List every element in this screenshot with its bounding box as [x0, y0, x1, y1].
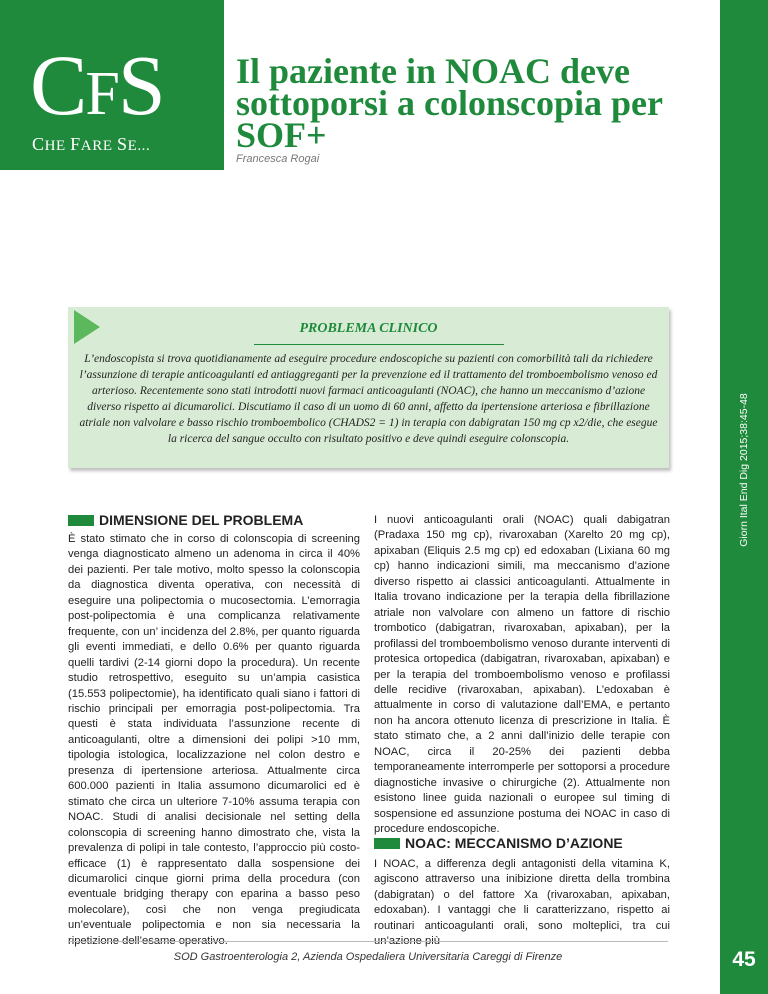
author-name: Francesca Rogai [236, 153, 320, 165]
clinical-problem-box [68, 307, 669, 468]
article-title: Il paziente in NOAC deve sottoporsi a colonscopia per SOF+ [236, 51, 663, 155]
problem-title-rule [254, 344, 504, 345]
section-marker-icon [374, 838, 400, 849]
dimensione-paragraph: È stato stimato che in corso di colonscopia di screening venga diagnosticato almeno un adenoma in circa il 40% dei pazienti. Per tale motivo, molto spesso la colonscopia da diagnostica diventa operativa, con necessità di eseguire una polipectomia o mucosectomia. L’emorragia post-polipectomia è una complicanza relativamente frequente, con un’ incidenza del 2.8%, per quanto riguarda gli eventi immediati, e dello 0.6% per quanto riguarda quelli tardivi (2-14 giorni dopo la procedura). Un recente studio retrospettivo, eseguito su un’ampia casistica (15.553 polipectomie), ha identificato quali siano i fattori di rischio principali per emorragia post-polipectomia. Tra questi è stata individuata l’assunzione recente di anticoagulanti, oltre a dimensioni dei polipi >10 mm, tipologia istologica, localizzazione nel colon destro e presenza di ipertensione arteriosa. Attualmente circa 600.000 pazienti in Italia assumono dicumarolici ed è stimato che circa un ulteriore 7-10% assuma terapia con NOAC. Studi di analisi decisionale nel setting della colonscopia di screening hanno dimostrato che, vista la prevalenza di polipi in tale contesto, l’approccio più costo-efficace (1) è rappresentato dalla sospensione dei dicumarolici cinque giorni prima della procedura (con eventuale bridging therapy con eparina a basso peso molecolare), così che non venga pregiudicata un’eventuale polipectomia e non sia necessaria la ripetizione dell’esame operativo. [68, 533, 360, 947]
section-heading-meccanismo [374, 835, 623, 851]
cfs-subtitle: CHE FARE SE... [32, 134, 151, 154]
problem-title: PROBLEMA CLINICO [299, 321, 438, 336]
noac-intro-paragraph: I nuovi anticoagulanti orali (NOAC) quali dabigatran (Pradaxa 150 mg cp), rivaroxaban (Xarelto 20 mg cp), apixaban (Eliquis 2.5 mg cp) ed edoxaban (Lixiana 60 mg cp) hanno indicazioni simili, ma meccanismo d’azione diverso rispetto ai classici anticoagulanti. Attualmente in Italia trovano indicazione per la terapia della fibrillazione atriale non valvolare con almeno un fattore di rischio trombotico (dabigatran, rivaroxaban, apixaban), per la profilassi del tromboembolismo venoso durante interventi di protesica ortopedica (dabigatran, rivaroxaban, apixaban) e per la terapia del tromboembolismo venoso e profilassi delle recidive (rivaroxaban, apixaban). L’edoxaban è attualmente in corso di valutazione dall’EMA, e pertanto non ha ancora ottenuto licenza di prescrizione in Italia. È stato stimato che, a 2 anni dall’inizio delle terapie con NOAC, circa il 20-25% dei pazienti debba temporaneamente interromperle per sottoporsi a procedure diagnostiche invasive o chirurgiche (2). Attualmente non esistono linee guida nazionali o europee sul timing di sospensione ed assunzione postuma dei NOAC in caso di procedure endoscopiche. [374, 514, 670, 836]
footer-affiliation: SOD Gastroenterologia 2, Azienda Ospedaliera Universitaria Careggi di Firenze [173, 951, 563, 963]
footer-divider [68, 941, 668, 942]
page-number: 45 [732, 948, 756, 971]
meccanismo-paragraph: I NOAC, a differenza degli antagonisti della vitamina K, agiscono attraverso una inibizione diretta della trombina (dabigratan) o del fattore Xa (rivaroxaban, apixaban, edoxaban). I vantaggi che li caratterizzano, rispetto ai routinari anticoagulanti orali, sono molteplici, tra cui un’azione più [374, 858, 670, 948]
side-bar [720, 0, 768, 994]
section-heading-dimensione [68, 512, 303, 528]
cfs-logo: CFS [30, 37, 164, 133]
section-heading-text: DIMENSIONE DEL PROBLEMA [99, 512, 304, 528]
logo-panel [0, 0, 224, 170]
section-marker-icon [68, 515, 94, 526]
journal-reference: Giorn Ital End Dig 2015;38:45-48 [738, 393, 750, 547]
problem-text: L’endoscopista si trova quotidianamente ad eseguire procedure endoscopiche su pazienti con comorbilità tali da richiedere l’assunzione di terapie anticoagulanti ed antiaggreganti per la prevenzione ed il trattamento del tromboembolismo venoso ed arterioso. Recentemente sono stati introdotti nuovi farmaci anticoagulanti (NOAC), che hanno un meccanismo d’azione diverso rispetto ai dicumarolici. Discutiamo il caso di un uomo di 60 anni, affetto da ipertensione arteriosa e fibrillazione atriale non valvolare e basso rischio tromboembolico (CHADS2 = 1) in terapia con dabigratan 150 mg cp x2/die, che esegue la ricerca del sangue occulto con risultato positivo e deve quindi eseguire colonscopia. [79, 353, 658, 445]
section-heading-text: NOAC: MECCANISMO D’AZIONE [405, 835, 623, 851]
play-triangle-icon [74, 310, 100, 344]
